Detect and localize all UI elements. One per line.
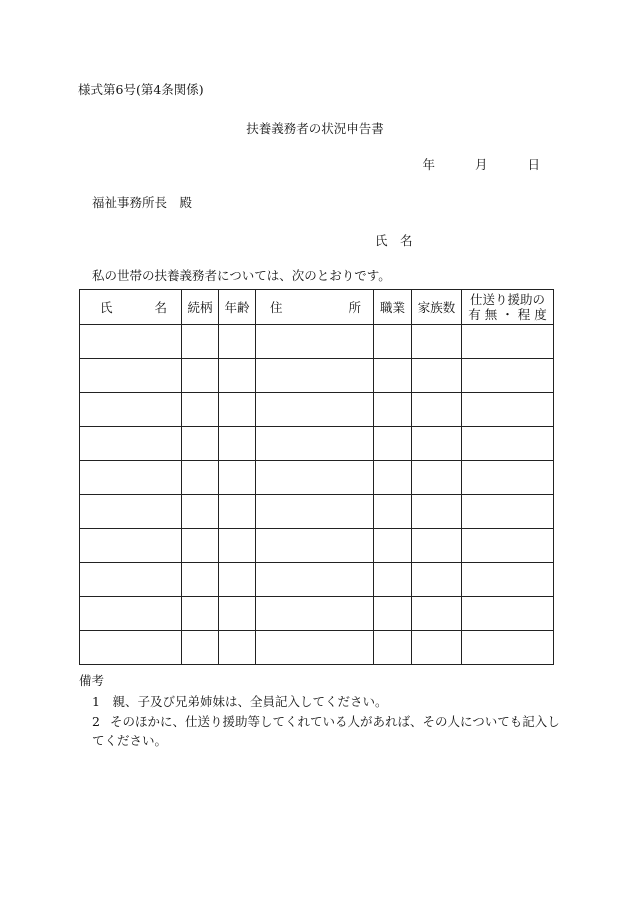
table-row — [80, 631, 554, 665]
header-support — [462, 290, 554, 325]
table-cell[interactable] — [256, 563, 374, 597]
table-cell[interactable] — [219, 325, 256, 359]
table-cell[interactable] — [219, 631, 256, 665]
table-cell[interactable] — [219, 597, 256, 631]
document-title: 扶養義務者の状況申告書 — [246, 121, 384, 136]
table-cell[interactable] — [182, 495, 219, 529]
table-cell[interactable] — [374, 597, 412, 631]
date-line — [423, 155, 540, 173]
table-cell[interactable] — [412, 597, 462, 631]
table-cell[interactable] — [374, 325, 412, 359]
table-cell[interactable] — [374, 495, 412, 529]
table-cell[interactable] — [462, 325, 554, 359]
table-row — [80, 427, 554, 461]
table-cell[interactable] — [374, 631, 412, 665]
table-cell[interactable] — [462, 563, 554, 597]
table-row — [80, 393, 554, 427]
note-text: 親、子及び兄弟姉妹は、全員記入してください。 — [112, 694, 388, 709]
table-cell[interactable] — [80, 427, 182, 461]
table-row — [80, 325, 554, 359]
table-cell[interactable] — [374, 359, 412, 393]
table-cell[interactable] — [182, 529, 219, 563]
note-number: 2 — [92, 714, 100, 729]
table-cell[interactable] — [219, 427, 256, 461]
table-cell[interactable] — [182, 393, 219, 427]
table-cell[interactable] — [219, 461, 256, 495]
table-cell[interactable] — [219, 495, 256, 529]
table-cell[interactable] — [80, 563, 182, 597]
table-cell[interactable] — [374, 529, 412, 563]
table-row — [80, 495, 554, 529]
table-cell[interactable] — [256, 631, 374, 665]
table-cell[interactable] — [256, 359, 374, 393]
table-cell[interactable] — [182, 427, 219, 461]
table-cell[interactable] — [374, 427, 412, 461]
table-cell[interactable] — [256, 325, 374, 359]
date-day: 日 — [527, 157, 540, 172]
table-cell[interactable] — [256, 427, 374, 461]
table-cell[interactable] — [412, 631, 462, 665]
header-address — [256, 290, 374, 325]
table-cell[interactable] — [256, 529, 374, 563]
table-cell[interactable] — [412, 563, 462, 597]
table-cell[interactable] — [412, 495, 462, 529]
header-relationship: 続柄 — [182, 290, 219, 325]
form-number: 様式第6号(第4条関係) — [78, 82, 204, 97]
addressee: 福祉事務所長 殿 — [92, 195, 193, 210]
table-cell[interactable] — [374, 563, 412, 597]
table-cell[interactable] — [219, 359, 256, 393]
table-cell[interactable] — [462, 495, 554, 529]
table-cell[interactable] — [80, 325, 182, 359]
note-item — [92, 712, 562, 750]
table-cell[interactable] — [412, 461, 462, 495]
table-cell[interactable] — [412, 325, 462, 359]
header-support-line2: 有 無 ・ 程 度 — [468, 307, 547, 322]
header-name-part: 氏 — [100, 299, 113, 315]
applicant-name-label: 氏 名 — [375, 233, 413, 248]
table-cell[interactable] — [219, 563, 256, 597]
header-occupation: 職業 — [374, 290, 412, 325]
table-cell[interactable] — [374, 461, 412, 495]
table-cell[interactable] — [182, 563, 219, 597]
table-row — [80, 529, 554, 563]
header-family-size: 家族数 — [412, 290, 462, 325]
note-text: そのほかに、仕送り援助等してくれている人があれば、その人についても記入してください。 — [92, 714, 560, 748]
table-cell[interactable] — [462, 597, 554, 631]
table-cell[interactable] — [256, 461, 374, 495]
table-cell[interactable] — [80, 597, 182, 631]
header-address-part: 所 — [348, 299, 361, 315]
table-cell[interactable] — [219, 529, 256, 563]
table-cell[interactable] — [182, 325, 219, 359]
table-cell[interactable] — [412, 359, 462, 393]
table-cell[interactable] — [462, 359, 554, 393]
table-cell[interactable] — [412, 393, 462, 427]
table-cell[interactable] — [256, 393, 374, 427]
table-cell[interactable] — [219, 393, 256, 427]
date-year: 年 — [422, 157, 436, 172]
header-support-line1: 仕送り援助の — [469, 292, 545, 307]
date-month: 月 — [475, 157, 488, 172]
table-cell[interactable] — [412, 529, 462, 563]
header-address-part: 住 — [270, 299, 283, 315]
table-cell[interactable] — [80, 495, 182, 529]
table-cell[interactable] — [80, 529, 182, 563]
table-cell[interactable] — [412, 427, 462, 461]
table-cell[interactable] — [462, 427, 554, 461]
table-cell[interactable] — [182, 359, 219, 393]
table-row — [80, 563, 554, 597]
table-cell[interactable] — [80, 359, 182, 393]
notes-heading: 備考 — [79, 673, 105, 688]
table-cell[interactable] — [80, 461, 182, 495]
table-row — [80, 461, 554, 495]
table-cell[interactable] — [462, 529, 554, 563]
obligors-table — [79, 289, 554, 665]
intro-text: 私の世帯の扶養義務者については、次のとおりです。 — [92, 268, 391, 283]
table-cell[interactable] — [256, 495, 374, 529]
table-cell[interactable] — [80, 631, 182, 665]
header-name-part: 名 — [154, 299, 167, 315]
table-cell[interactable] — [182, 461, 219, 495]
note-number: 1 — [92, 694, 100, 709]
table-cell[interactable] — [462, 393, 554, 427]
table-cell[interactable] — [462, 631, 554, 665]
table-cell[interactable] — [256, 597, 374, 631]
note-item — [92, 692, 387, 710]
table-cell[interactable] — [462, 461, 554, 495]
table-body — [80, 325, 554, 665]
table-row — [80, 359, 554, 393]
header-age: 年齢 — [219, 290, 256, 325]
table-cell[interactable] — [374, 393, 412, 427]
table-row — [80, 597, 554, 631]
header-name — [80, 290, 182, 325]
table-cell[interactable] — [80, 393, 182, 427]
table-cell[interactable] — [182, 631, 219, 665]
table-header-row — [80, 290, 554, 325]
table-cell[interactable] — [182, 597, 219, 631]
